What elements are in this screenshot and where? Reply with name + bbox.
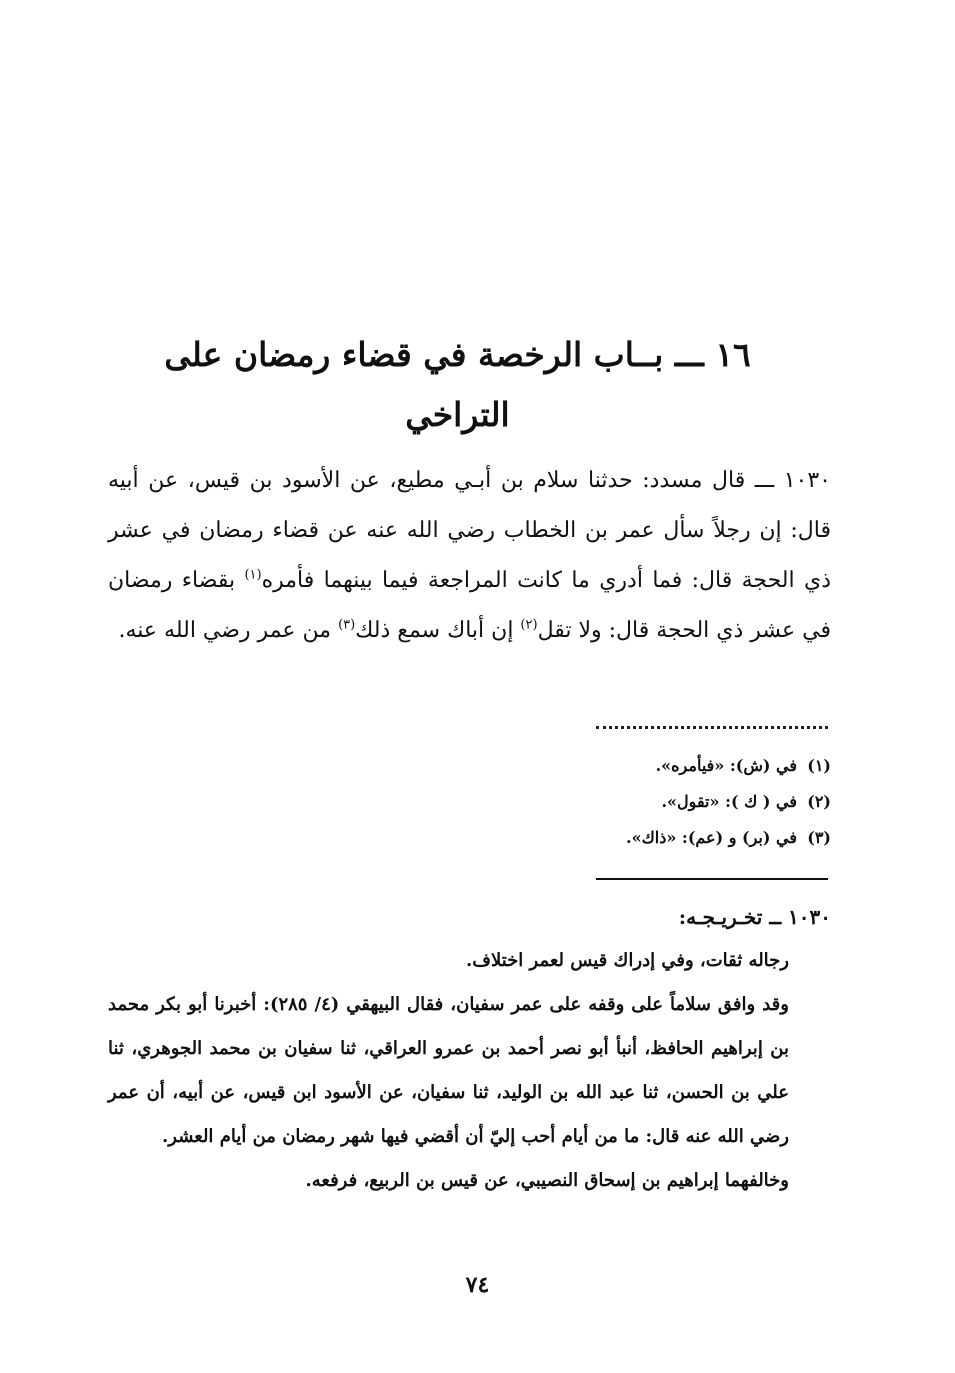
page-number: ٧٤ [465, 1272, 490, 1298]
hadith-text-part-4: من عمر رضي الله عنه. [118, 618, 339, 643]
footnote-ref-3[interactable]: (٣) [338, 617, 356, 633]
footnote-item [420, 820, 831, 856]
footnote-number: (١) [807, 756, 831, 775]
hadith-text-part-2: بقضاء رمضان في عشر ذي الحجة قال: ولا تقل [108, 568, 831, 643]
footnote-text: في (ش): «فيأمره». [655, 756, 797, 775]
takhrij-paragraph: وقد وافق سلاماً على وقفه على عمر سفيان، فقال البيهقي (٤/ ٢٨٥): أخبرنا أبو بكر محمد بن إبراهيم الحافظ، أنبأ أبو نصر أحمد بن عمرو العراقي، ثنا سفيان بن محمد الجوهري، ثنا علي بن الحسن، ثنا عبد الله بن الوليد، ثنا سفيان، عن الأسود ابن قيس، عن أبيه، أن عمر رضي الله عنه قال: ما من أيام أحب إليّ أن أقضي فيها شهر رمضان من أيام العشر. [108, 994, 789, 1147]
footnote-dotted-divider [596, 726, 828, 729]
footnote-number: (٢) [807, 792, 831, 811]
takhrij-heading: ١٠٣٠ ــ تخـريـجـه: [678, 905, 831, 929]
footnote-ref-1[interactable]: (١) [244, 567, 262, 583]
hadith-text-part-1: قال مسدد: حدثنا سلام بن أبـي مطيع، عن الأسود بن قيس، عن أبيه قال: إن رجلاً سأل عمر بن الخطاب رضي الله عنه عن قضاء رمضان في عشر ذي الحجة قال: فما أدري ما كانت المراجعة فيما بينهما فأمره [108, 468, 831, 593]
footnote-text: في (بر) و (عم): «ذاك». [626, 828, 797, 847]
footnote-text: في ( ك ): «تقول». [661, 792, 797, 811]
footnote-number: (٣) [807, 828, 831, 847]
footnote-item [420, 748, 831, 784]
footnote-item [420, 784, 831, 820]
takhrij-divider [596, 878, 828, 880]
footnote-ref-2[interactable]: (٢) [520, 617, 538, 633]
footnotes-list [420, 748, 831, 856]
hadith-number: ١٠٣٠ [783, 468, 831, 493]
hadith-paragraph: ١٠٣٠ ـــ قال مسدد: حدثنا سلام بن أبـي مطيع، عن الأسود بن قيس، عن أبيه قال: إن رجلاً سأل عمر بن الخطاب رضي الله عنه عن قضاء رمضان في عشر ذي الحجة قال: فما أدري ما كانت المراجعة فيما بينهما فأمره$^{(١)}$ بقضاء رمضان في عشر ذي الحجة قال: ولا تقل$^{(٢)}$ إن أباك سمع ذلك$^{(٣)}$ من عمر رضي الله عنه. [108, 468, 831, 643]
hadith-text-part-3: إن أباك سمع ذلك [355, 618, 521, 643]
chapter-title: ١٦ ـــ بــاب الرخصة في قضاء رمضان على التراخي [164, 335, 751, 434]
takhrij-paragraph: رجاله ثقات، وفي إدراك قيس لعمر اختلاف. [466, 950, 789, 971]
takhrij-paragraph: وخالفهما إبراهيم بن إسحاق النصيبي، عن قيس بن الربيع، فرفعه. [305, 1170, 789, 1191]
takhrij-section [108, 895, 831, 1203]
